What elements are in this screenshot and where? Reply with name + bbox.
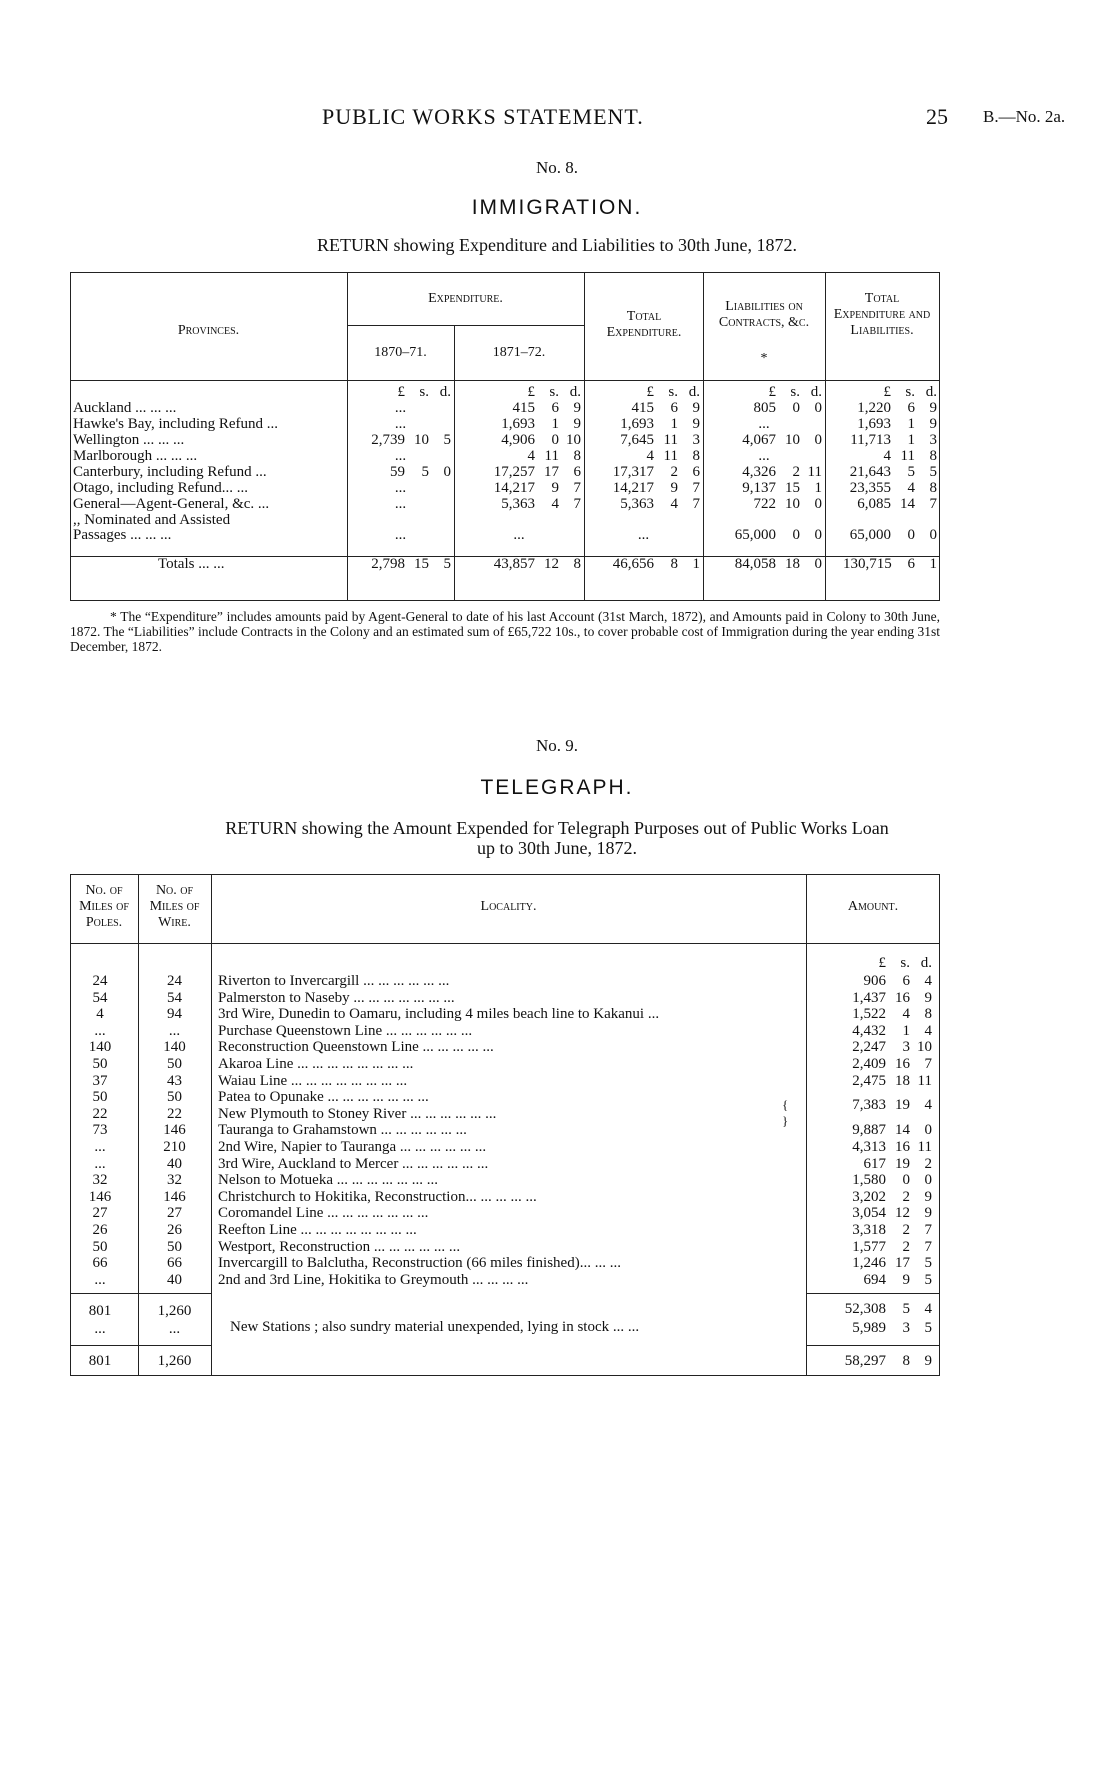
- money-value: 1,246 17 5: [852, 1255, 932, 1272]
- poles-cell: 50: [92, 1089, 108, 1106]
- section-number-telegraph: No. 9.: [535, 736, 579, 755]
- wire-cell: 22: [167, 1105, 182, 1122]
- locality-column: [218, 973, 802, 1288]
- money-value: 2,798 15 5: [371, 556, 451, 572]
- wire-cell: ...: [168, 1022, 181, 1039]
- locality-cell: Patea to Opunake ... ... ... ... ... ... ...: [218, 1089, 429, 1106]
- units-row: [70, 385, 940, 401]
- money-value: 7,383 19 4: [852, 1097, 932, 1114]
- money-value: 4,906 0 10: [501, 432, 581, 448]
- total-exp-liab-header: Total Expenditure and Liabilities.: [833, 291, 931, 338]
- money-value: 805 0 0: [753, 400, 822, 416]
- subtotal-amount: [806, 1301, 932, 1337]
- money-value: £ s. d.: [883, 384, 937, 400]
- total-poles: 801: [88, 1353, 112, 1369]
- poles-cell: ...: [94, 1271, 106, 1288]
- money-value: £ s. d.: [768, 384, 822, 400]
- locality-cell: Purchase Queenstown Line ... ... ... ... ... ...: [218, 1022, 473, 1039]
- money-value: 415 6 9: [631, 400, 700, 416]
- money-value: 4 11 8: [527, 448, 581, 464]
- document-reference: B.—No. 2a.: [983, 107, 1066, 126]
- money-value: 65,000 0 0: [849, 527, 937, 543]
- stations-locality: New Stations ; also sundry material unexpended, lying in stock ... ...: [230, 1319, 640, 1335]
- money-value: 1,693 1 9: [857, 416, 937, 432]
- poles-cell: 37: [92, 1072, 108, 1089]
- money-value: 2,247 3 10: [852, 1039, 932, 1056]
- money-value: 722 10 0: [753, 496, 822, 512]
- money-value: 4,313 16 11: [852, 1138, 932, 1155]
- locality-cell: Nelson to Motueka ... ... ... ... ... ... ...: [218, 1172, 438, 1189]
- locality-cell: 3rd Wire, Dunedin to Oamaru, including 4 miles beach line to Kakanui ...: [218, 1006, 660, 1023]
- wire-column: [138, 973, 211, 1288]
- table-row: Otago, including Refund... ... ... 14,217 9 7 14,217 9 7 9,137 15 1 23,355 4 8: [73, 480, 937, 496]
- section-number: No. 8.: [535, 158, 579, 177]
- wire-cell: 210: [163, 1138, 186, 1155]
- provinces-header: Provinces.: [177, 323, 240, 338]
- money-value: 6,085 14 7: [857, 496, 937, 512]
- locality-cell: Reconstruction Queenstown Line ... ... ... ... ...: [218, 1039, 494, 1056]
- money-value: 17,257 17 6: [493, 464, 581, 480]
- year-1871-header: 1871–72.: [492, 345, 546, 360]
- totals-row: Totals ... ... 2,798 15 5 43,857 12 8 46,656 8 1 84,058 18 0 130,715 6 1: [158, 556, 937, 572]
- running-header: [0, 104, 1114, 134]
- poles-cell: 140: [88, 1039, 112, 1056]
- locality-cell: Reefton Line ... ... ... ... ... ... ... ...: [218, 1221, 417, 1238]
- immigration-footnote: [70, 609, 940, 654]
- telegraph-table-frame: [70, 874, 940, 1376]
- nominated-row: ,, Nominated and Assisted Passages ... ... ... ... ... ... 65,000 0 0 65,000 0 0: [73, 512, 937, 543]
- money-value: 5,363 4 7: [501, 496, 581, 512]
- poles-cell: 26: [92, 1221, 108, 1238]
- money-value: 4,326 2 11: [742, 464, 822, 480]
- locality-cell: 2nd Wire, Napier to Tauranga ... ... ... ... ... ...: [218, 1138, 487, 1155]
- page-number: 25: [926, 104, 948, 129]
- wire-cell: 146: [163, 1122, 186, 1139]
- poles-cell: 73: [92, 1122, 108, 1139]
- wire-cell: 50: [167, 1089, 182, 1106]
- money-value: 65,000 0 0: [734, 527, 822, 543]
- money-value: 4,067 10 0: [742, 432, 822, 448]
- locality-cell: 2nd and 3rd Line, Hokitika to Greymouth ... ... ... ...: [218, 1271, 529, 1288]
- money-value: 21,643 5 5: [849, 464, 937, 480]
- locality-cell: Akaroa Line ... ... ... ... ... ... ... ...: [218, 1055, 414, 1072]
- immigration-table: [70, 385, 940, 573]
- poles-cell: 50: [92, 1238, 108, 1255]
- table-row: Marlborough ... ... ... ... 4 11 8 4 11 8 ... 4 11 8: [73, 448, 937, 464]
- locality-cell: New Plymouth to Stoney River ... ... ... ... ... ...: [218, 1105, 497, 1122]
- money-value: 1,693 1 9: [620, 416, 700, 432]
- poles-cell: ...: [94, 1022, 106, 1039]
- wire-cell: 50: [167, 1238, 182, 1255]
- expenditure-header: Expenditure.: [428, 291, 503, 306]
- spacer-row: [70, 543, 940, 557]
- money-value: 43,857 12 8: [493, 556, 581, 572]
- money-value: 2,409 16 7: [852, 1055, 932, 1072]
- locality-cell: 3rd Wire, Auckland to Mercer ... ... ... ... ... ...: [218, 1155, 489, 1172]
- money-value: 4,432 1 4: [852, 1022, 932, 1039]
- wire-cell: 54: [167, 989, 182, 1006]
- wire-cell: 43: [167, 1072, 182, 1089]
- locality-cell: Palmerston to Naseby ... ... ... ... ... ... ...: [218, 989, 455, 1006]
- money-value: 1,580 0 0: [852, 1172, 932, 1189]
- poles-cell: 50: [92, 1055, 108, 1072]
- footnote-text: * The “Expenditure” includes amounts paid by Agent-General to date of his last Account (31st March, 1872), and Amounts paid in Colony to 30th June, 1872. The “Liabilities” include Contracts in the Colony and an estimated sum of £65,722 10s., to cover probable cost of Immigration during the year ending 31st December, 1872.: [70, 609, 940, 654]
- wire-cell: 66: [167, 1255, 182, 1272]
- liabilities-header: Liabilities on Contracts, &c.: [718, 299, 810, 330]
- money-value: 1,437 16 9: [852, 989, 932, 1006]
- stations-wire: ...: [168, 1321, 181, 1337]
- amount-column: [806, 955, 932, 1288]
- money-value: 5,363 4 7: [620, 496, 700, 512]
- money-value: £ s. d.: [878, 955, 932, 971]
- money-value: 4 11 8: [883, 448, 937, 464]
- poles-cell: 66: [92, 1255, 108, 1272]
- poles-header: No. of Miles of Poles.: [79, 883, 129, 930]
- money-value: 2,739 10 5: [371, 432, 451, 448]
- immigration-table-frame: [70, 272, 940, 601]
- money-value: 617 19 2: [863, 1155, 932, 1172]
- poles-cell: 27: [92, 1205, 108, 1222]
- money-value: 3,202 2 9: [852, 1188, 932, 1205]
- locality-cell: Riverton to Invercargill ... ... ... ... ... ...: [218, 973, 450, 989]
- money-value: 84,058 18 0: [734, 556, 822, 572]
- wire-cell: 32: [167, 1172, 182, 1189]
- money-value: 130,715 6 1: [843, 556, 937, 572]
- money-value: 9,887 14 0: [852, 1122, 932, 1139]
- wire-cell: 40: [167, 1271, 182, 1288]
- locality-cell: Invercargill to Balclutha, Reconstruction (66 miles finished)... ... ...: [218, 1255, 621, 1272]
- locality-cell: Coromandel Line ... ... ... ... ... ... ...: [218, 1205, 429, 1222]
- year-1870-header: 1870–71.: [374, 345, 427, 360]
- amount-header: Amount.: [847, 899, 899, 914]
- money-value: 2,475 18 11: [852, 1072, 932, 1089]
- money-value: 1,577 2 7: [852, 1238, 932, 1255]
- poles-cell: 22: [92, 1105, 108, 1122]
- money-value: 14,217 9 7: [612, 480, 700, 496]
- return-title: RETURN showing Expenditure and Liabilities to 30th June, 1872.: [317, 235, 797, 255]
- poles-cell: 4: [96, 1006, 104, 1023]
- money-value: 3,318 2 7: [852, 1221, 932, 1238]
- money-value: 17,317 2 6: [612, 464, 700, 480]
- money-value: 9,137 15 1: [742, 480, 822, 496]
- money-value: 1,522 4 8: [852, 1006, 932, 1023]
- table-row: General—Agent-General, &c. ... ... 5,363 4 7 5,363 4 7 722 10 0 6,085 14 7: [73, 496, 937, 512]
- poles-cell: ...: [94, 1138, 106, 1155]
- locality-cell: Christchurch to Hokitika, Reconstruction... ... ... ... ...: [218, 1188, 537, 1205]
- poles-column: [70, 973, 130, 1288]
- money-value: 11,713 1 3: [850, 432, 937, 448]
- locality-header: Locality.: [480, 899, 537, 914]
- money-value: 4 11 8: [646, 448, 700, 464]
- poles-cell: 32: [92, 1172, 108, 1189]
- wire-cell: 27: [167, 1205, 182, 1222]
- money-value: 906 6 4: [863, 973, 932, 989]
- wire-cell: 94: [167, 1006, 182, 1023]
- total-amount: [806, 1353, 932, 1370]
- locality-cell: Westport, Reconstruction ... ... ... ... ... ...: [218, 1238, 461, 1255]
- page-title: PUBLIC WORKS STATEMENT.: [322, 104, 644, 129]
- money-value: 52,308 5 4: [844, 1301, 932, 1317]
- money-value: £ s. d.: [646, 384, 700, 400]
- money-value: 1,220 6 9: [857, 400, 937, 416]
- money-value: £ s. d.: [397, 384, 451, 400]
- table-row: Wellington ... ... ... 2,739 10 5 4,906 0 10 7,645 11 3 4,067 10 0 11,713 1 3: [73, 432, 937, 448]
- poles-cell: 146: [88, 1188, 112, 1205]
- subtotal-wire: 1,260: [157, 1303, 192, 1319]
- bracket-mark: { }: [782, 1097, 789, 1128]
- locality-cell: Tauranga to Grahamstown ... ... ... ... ... ...: [218, 1122, 467, 1139]
- total-expenditure-header: Total Expenditure.: [606, 309, 682, 340]
- money-value: 59 5 0: [390, 464, 451, 480]
- money-value: 46,656 8 1: [612, 556, 700, 572]
- liabilities-asterisk: *: [760, 351, 768, 366]
- money-value: 415 6 9: [512, 400, 581, 416]
- money-value: 14,217 9 7: [493, 480, 581, 496]
- stations-poles: ...: [94, 1321, 106, 1337]
- subtotal-poles: 801: [88, 1303, 112, 1319]
- telegraph-return-line-1: RETURN showing the Amount Expended for Telegraph Purposes out of Public Works Loan: [225, 818, 889, 838]
- section-heading-telegraph: TELEGRAPH.: [480, 776, 634, 799]
- wire-cell: 146: [163, 1188, 186, 1205]
- money-value: 23,355 4 8: [849, 480, 937, 496]
- table-row: Auckland ... ... ... ... 415 6 9 415 6 9 805 0 0 1,220 6 9: [73, 400, 937, 416]
- money-value: 3,054 12 9: [852, 1205, 932, 1222]
- money-value: 1,693 1 9: [501, 416, 581, 432]
- telegraph-return-line-2: up to 30th June, 1872.: [477, 838, 637, 858]
- wire-cell: 40: [167, 1155, 182, 1172]
- money-value: £ s. d.: [527, 384, 581, 400]
- total-wire: 1,260: [157, 1353, 192, 1369]
- wire-cell: 50: [167, 1055, 182, 1072]
- poles-cell: ...: [94, 1155, 106, 1172]
- table-row: Canterbury, including Refund ... 59 5 0 17,257 17 6 17,317 2 6 4,326 2 11 21,643 5 5: [73, 464, 937, 480]
- money-value: 694 9 5: [863, 1271, 932, 1288]
- poles-cell: 24: [92, 973, 108, 989]
- wire-header: No. of Miles of Wire.: [149, 883, 200, 930]
- money-value: 5,989 3 5: [852, 1320, 932, 1336]
- locality-cell: Waiau Line ... ... ... ... ... ... ... ...: [218, 1072, 408, 1089]
- money-value: 7,645 11 3: [620, 432, 700, 448]
- poles-cell: 54: [92, 989, 108, 1006]
- wire-cell: 26: [167, 1221, 182, 1238]
- table-row: Hawke's Bay, including Refund ... ... 1,693 1 9 1,693 1 9 ... 1,693 1 9: [73, 416, 937, 432]
- wire-cell: 24: [167, 973, 182, 989]
- money-value: 58,297 8 9: [844, 1353, 932, 1369]
- wire-cell: 140: [163, 1039, 186, 1056]
- section-heading: IMMIGRATION.: [471, 196, 643, 219]
